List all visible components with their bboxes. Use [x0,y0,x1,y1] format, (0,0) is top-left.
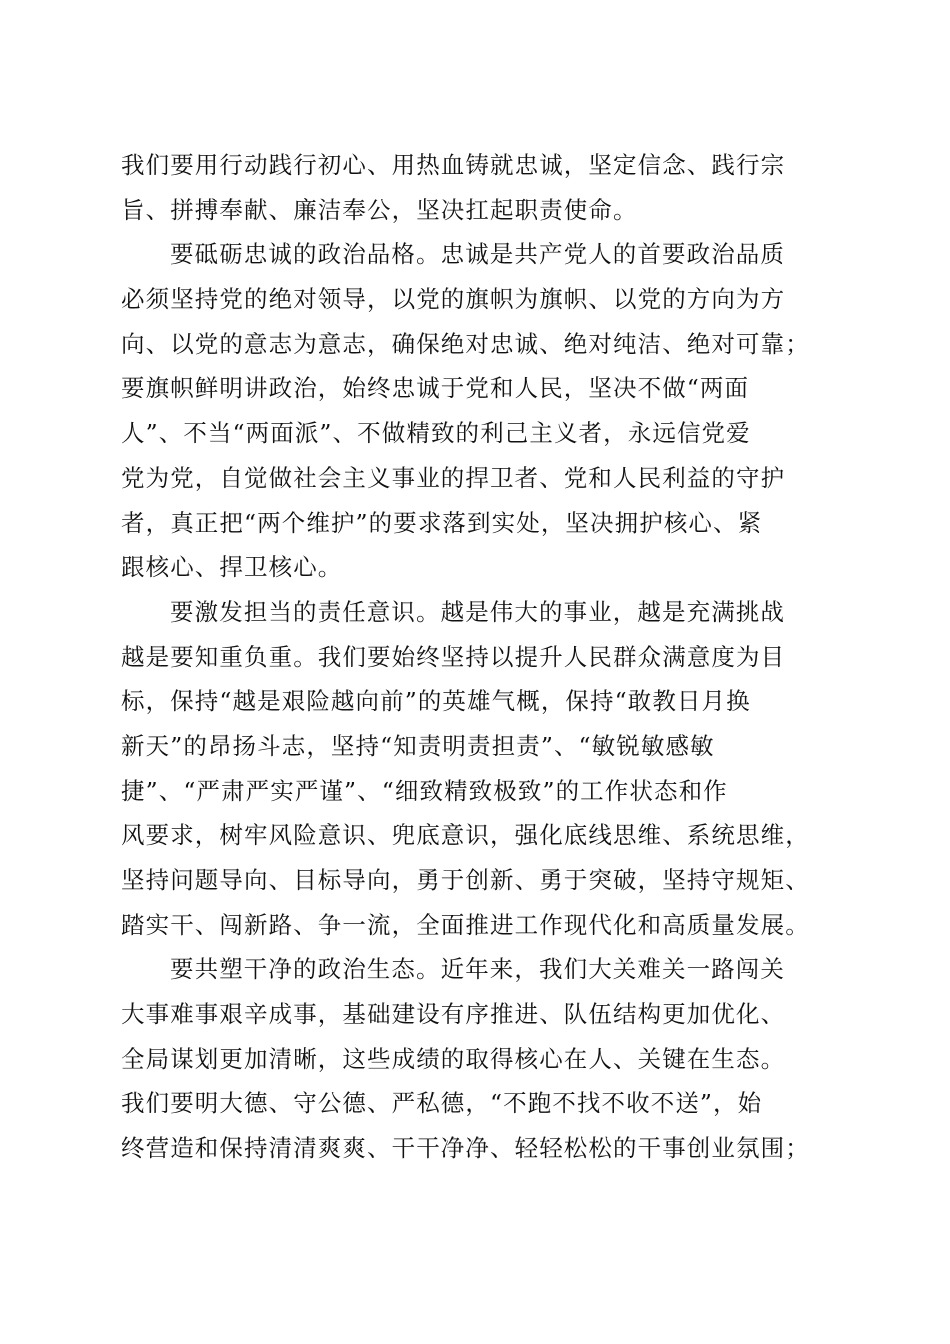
text-line: 大事难事艰辛成事，基础建设有序推进、队伍结构更加优化、 [121,1000,786,1029]
text-line: 我们要用行动践行初心、用热血铸就忠诚，坚定信念、践行宗 [121,151,786,179]
text-line: 坚持问题导向、目标导向，勇于创新、勇于突破，坚持守规矩、 [121,866,810,894]
text-line: 党为党，自觉做社会主义事业的捍卫者、党和人民利益的守护 [121,463,786,492]
body-text [121,143,831,1171]
text-line: 者，真正把“两个维护”的要求落到实处，坚决拥护核心、紧 [121,508,763,537]
paragraph-first-line: 要共塑干净的政治生态。近年来，我们大关难关一路闯关 [170,955,785,984]
text-line: 我们要明大德、守公德、严私德，“不跑不找不收不送”，始 [121,1089,763,1118]
text-line: 要旗帜鲜明讲政治，始终忠诚于党和人民，坚决不做“两面 [121,374,750,403]
text-line: 旨、拼搏奉献、廉洁奉公，坚决扛起职责使命。 [121,195,638,224]
text-line: 越是要知重负重。我们要始终坚持以提升人民群众满意度为目 [121,642,786,671]
text-line: 标，保持“越是艰险越向前”的英雄气概，保持“敢教日月换 [121,687,751,716]
text-line: 人”、不当“两面派”、不做精致的利己主义者，永远信党爱 [121,419,751,448]
text-line: 踏实干、闯新路、争一流，全面推进工作现代化和高质量发展。 [121,910,810,939]
paragraph-first-line: 要砥砺忠诚的政治品格。忠诚是共产党人的首要政治品质 [170,240,785,269]
text-line: 全局谋划更加清晰，这些成绩的取得核心在人、关键在生态。 [121,1044,786,1073]
text-line: 必须坚持党的绝对领导，以党的旗帜为旗帜、以党的方向为方 [121,285,786,314]
text-line: 新天”的昂扬斗志，坚持“知责明责担责”、“敏锐敏感敏 [121,731,715,760]
text-line: 向、以党的意志为意志，确保绝对忠诚、绝对纯洁、绝对可靠； [121,329,810,358]
text-line: 风要求，树牢风险意识、兜底意识，强化底线思维、系统思维， [121,821,810,850]
text-line: 捷”、“严肃严实严谨”、“细致精致极致”的工作状态和作 [121,776,728,805]
paragraph-first-line: 要激发担当的责任意识。越是伟大的事业，越是充满挑战 [170,597,785,626]
text-line: 终营造和保持清清爽爽、干干净净、轻轻松松的干事创业氛围； [121,1134,810,1163]
text-line: 跟核心、捍卫核心。 [121,553,343,582]
